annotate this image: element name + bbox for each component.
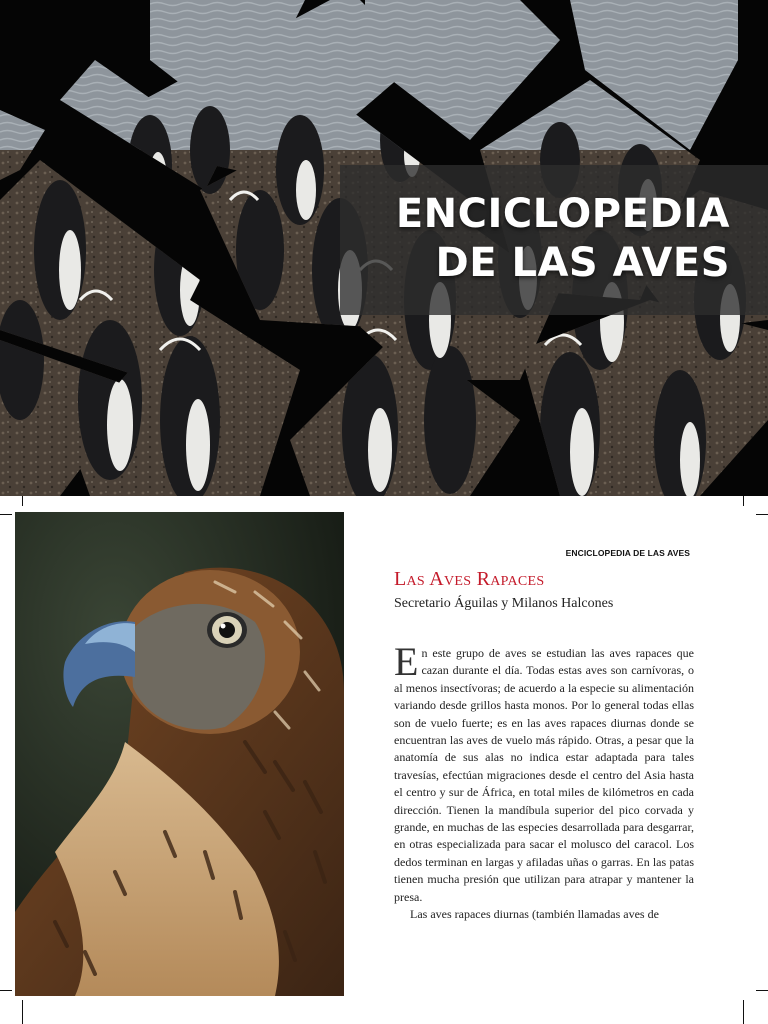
crop-mark [743,496,744,506]
section-subtitle: Secretario Águilas y Milanos Halcones [394,596,614,611]
cover-title [396,190,730,288]
crop-mark [756,990,768,991]
article-page [0,496,768,1024]
hawk-illustration [15,512,344,996]
paragraph-1-text: n este grupo de aves se estudian las aves rapaces que cazan durante el día. Todas estas aves son carnívoras, o al menos insectívoras; de acuerdo a la especie su alimentación variando desde grillos hasta monos. Por lo general todas ellas son de vuelo fuerte; es en las aves rapaces diurnas donde se encuentran las aves de vuelo más rápido. Otras, a pesar que la anatomía de sus alas no indica estar adaptada para tales travesías, efectúan migraciones desde el centro del Asia hasta el centro y sur de África, en total miles de kilómetros en cada dirección. Tienen la mandíbula superior del pico corvada y grande, en muchas de las especies desarrollada para desgarrar, en otras especializada para sacar el molusco del caracol. Los dedos terminan en largas y afiladas uñas o garras. En las patas tienen mucha presión que utilizan para atrapar y mantener la presa. [394,646,694,904]
paragraph-1 [394,639,694,906]
crop-mark [756,514,768,515]
crop-mark [0,514,12,515]
crop-mark [743,1000,744,1024]
drop-cap: E [394,639,419,684]
paragraph-2: Las aves rapaces diurnas (también llamadas aves de [410,907,659,922]
section-title: Las Aves Rapaces [394,568,545,590]
cover-title-line1: ENCICLOPEDIA [395,191,730,237]
cover-image-collage [0,0,768,496]
hawk-photo [15,512,344,996]
running-head: ENCICLOPEDIA DE LAS AVES [565,548,690,558]
cover-title-line2: DE LAS AVES [435,240,730,286]
article-body [394,639,694,924]
crop-mark [22,1000,23,1024]
crop-mark [22,496,23,506]
crop-mark [0,990,12,991]
